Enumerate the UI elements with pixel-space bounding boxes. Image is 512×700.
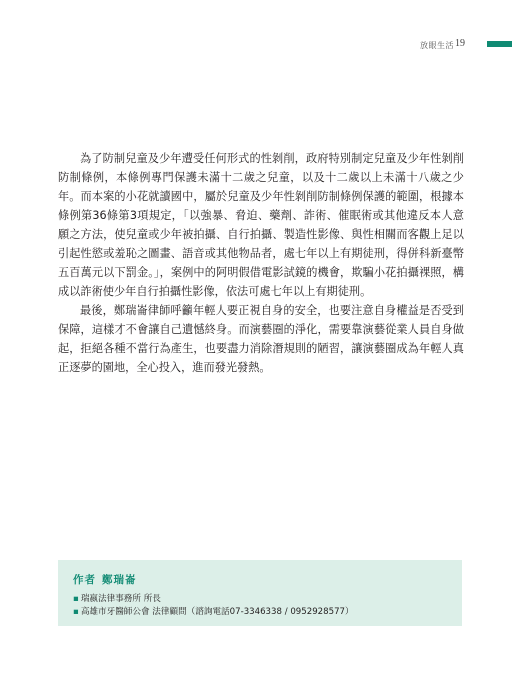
credential-item <box>73 593 354 606</box>
article-body <box>58 149 464 377</box>
paragraph-2: 最後，鄭瑞崙律師呼籲年輕人要正視自身的安全，也要注意自身權益是否受到保障，這樣才不會讓自己遺憾終身。而演藝圈的淨化，需要靠演藝從業人員自身做起，拒絕各種不當行為產生，也要盡力消除潛規則的陋習，讓演藝圈成為年輕人真正逐夢的園地，全心投入，進而發光發熱。 <box>58 304 464 374</box>
author-name: 鄭瑞崙 <box>102 574 137 586</box>
section-title: 放眼生活 <box>420 41 454 50</box>
author-heading <box>73 572 137 587</box>
credential-text: 高雄市牙醫師公會 法律顧問（諮詢電話07-3346338 / 0952928577） <box>80 607 354 617</box>
bullet-icon: ▪ <box>73 607 79 617</box>
bullet-icon: ▪ <box>73 594 79 604</box>
author-info-box <box>58 560 462 626</box>
author-credentials <box>73 593 354 619</box>
paragraph-1: 為了防制兒童及少年遭受任何形式的性剝削，政府特別制定兒童及少年性剝削防制條例，本條例專門保護未滿十二歲之兒童，以及十二歲以上未滿十八歲之少年。而本案的小花就讀國中，屬於兒童及少年性剝削防制條例保護的範圍，根據本條例第36條第3項規定，「以強暴、脅迫、藥劑、詐術、催眠術或其他違反本人意願之方法，使兒童或少年被拍攝、自行拍攝、製造性影像、與性相關而客觀上足以引起性慾或羞恥之圖畫、語音或其他物品者，處七年以上有期徒刑，得併科新臺幣五百萬元以下罰金。」，案例中的阿明假借電影試鏡的機會，欺騙小花拍攝裸照，構成以詐術使少年自行拍攝性影像，依法可處七年以上有期徒刑。 <box>58 152 464 298</box>
credential-text: 瑞嬴法律事務所 所長 <box>80 594 161 604</box>
author-label: 作者 <box>73 574 96 586</box>
header-accent-bar <box>487 41 512 47</box>
running-header <box>0 36 512 56</box>
credential-item <box>73 606 354 619</box>
page-number: 19 <box>455 38 465 49</box>
